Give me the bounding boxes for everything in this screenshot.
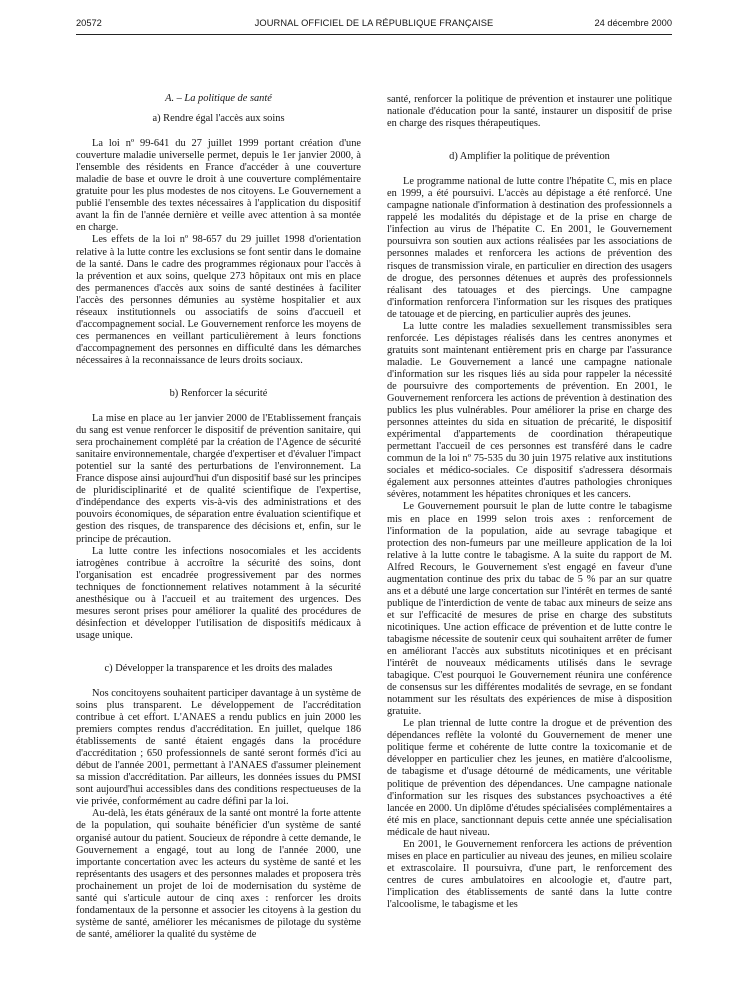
- paragraph-d2: La lutte contre les maladies sexuellement transmissibles sera renforcée. Les dépistages réalisés dans les centres anonymes et gratuits sont maintenant entièrement pris en charge par l'assurance maladie. Le Gouvernement a lancé une campagne nationale d'information sur les risques liés au sida pour rappeler la nécessité de poursuivre des comportements de prévention. En 2001, le Gouvernement renforcera les actions de prévention à destination des publics les plus vulnérables. Pour améliorer la prise en charge des personnes atteintes du sida en situation de précarité, le dispositif expérimental d'appartements de coordination thérapeutique permettant l'accueil de ces personnes est transféré dans le cadre commun de la loi nº 75-535 du 30 juin 1975 relative aux institutions sociales et médico-sociales. Ce dispositif s'adressera désormais également aux personnes atteintes d'autres pathologies chroniques sévères, notamment les hépatites chroniques et les cancers.: [387, 320, 672, 501]
- paragraph-b2: La lutte contre les infections nosocomiales et les accidents iatrogènes contribue à accroître la sécurité des soins, dont l'organisation est encadrée progressivement par des normes techniques de fonctionnement relatives notamment à la sécurité anesthésique ou à l'accueil et au traitement des urgences. Des mesures seront prises pour améliorer la qualité des procédures de désinfection et développer l'utilisation de dispositifs médicaux à usage unique.: [76, 545, 361, 641]
- heading-a: a) Rendre égal l'accès aux soins: [152, 113, 285, 125]
- paragraph-a2: Les effets de la loi nº 98-657 du 29 juillet 1998 d'orientation relative à la lutte contre les exclusions se font sentir dans le domaine de la santé. Dans le cadre des programmes régionaux pour l'accès à la prévention et aux soins, quelque 273 hôpitaux ont mis en place des permanences d'accès aux soins de santé destinées à faciliter l'accès des personnes démunies au système hospitalier et aux réseaux institutionnels ou associatifs de soins d'accueil et d'accompagnement social. Le Gouvernement renforce les moyens de ces permanences en veillant particulièrement à leurs fonctions d'accompagnement des personnes en difficulté dans les démarches nécessaires à la reconnaissance de leurs droits sociaux.: [76, 234, 361, 366]
- issue-date: 24 décembre 2000: [594, 18, 672, 28]
- page-header: [76, 18, 672, 32]
- paragraph-b1: La mise en place au 1er janvier 2000 de l'Etablissement français du sang est venue renforcer le dispositif de prévention sanitaire, qui sera prochainement complété par la création de l'Agence de sécurité sanitaire environnementale, chargée d'expertiser et d'évaluer l'impact potentiel sur la santé des perturbations de l'environnement. La France dispose ainsi aujourd'hui d'un dispositif basé sur les principes de pluridisciplinarité et de qualité scientifique de l'expertise, d'indépendance des experts vis-à-vis des administrations et des pouvoirs économiques, de séparation entre évaluation scientifique et gestion des risques, de transparence des décisions et, enfin, sur le principe de précaution.: [76, 413, 361, 545]
- paragraph-d4: Le plan triennal de lutte contre la drogue et de prévention des dépendances reflète la volonté du Gouvernement de mener une politique ferme et cohérente de lutte contre la toxicomanie et de développer en particulier chez les jeunes, en matière d'alcoolisme, de tabagisme et d'usage détourné de médicaments, une véritable politique de prévention des dépendances. Une campagne nationale d'information sur les risques des substances psychoactives a été lancée en 2000. Un diplôme d'études spécialisées complémentaires a été mis en place, sanctionnant depuis cette année une spécialisation médicale de haut niveau.: [387, 718, 672, 838]
- heading-d: d) Amplifier la politique de prévention: [449, 151, 610, 163]
- left-column: [76, 93, 361, 941]
- paragraph-d5: En 2001, le Gouvernement renforcera les actions de prévention mises en place en particulier au niveau des jeunes, en milieu scolaire et extrascolaire. Il poursuivra, d'une part, le renforcement des centres de cures ambulatoires en alcoologie et, d'autre part, l'implication des établissements de santé dans la lutte contre l'alcoolisme, le tabagisme et les: [387, 838, 672, 910]
- paragraph-c1: Nos concitoyens souhaitent participer davantage à un système de soins plus transparent. Le développement de l'accréditation contribue à cet effort. L'ANAES a rendu publics en juin 2000 les premiers comptes rendus d'accréditation. En juillet, quelque 186 établissements de santé étaient engagés dans la procédure d'accréditation ; 650 professionnels de santé seront formés d'ici au début de l'année 2001, permettant à l'ANAES d'assumer pleinement sa mission d'accréditation. Par ailleurs, les données issues du PMSI sont aujourd'hui accessibles dans des conditions respectueuses de la vie privée, conformément au cadre défini par la loi.: [76, 687, 361, 808]
- right-column: [387, 94, 672, 911]
- paragraph-c2: Au-delà, les états généraux de la santé ont montré la forte attente de la population, qui souhaite bénéficier d'un système de santé organisé autour du patient. Soucieux de répondre à cette demande, le Gouvernement a engagé, tout au long de l'année 2000, une importante concertation avec les acteurs du système de santé et les représentants des usagers et des personnes malades et proposera très prochainement un projet de loi de modernisation du système de santé qui s'articule autour de cinq axes : renforcer les droits fondamentaux de la personne et associer les citoyens à la gestion du système de santé, améliorer les mécanismes de pilotage du système de santé, améliorer la qualité du système de: [76, 808, 361, 940]
- paragraph-continued: santé, renforcer la politique de prévention et instaurer une politique nationale d'éducation pour la santé, instaurer un dispositif de prise en charge des risques thérapeutiques.: [387, 94, 672, 130]
- header-rule: [76, 34, 672, 35]
- heading-b: b) Renforcer la sécurité: [169, 387, 268, 399]
- section-heading: A. – La politique de santé: [165, 93, 272, 104]
- page-number: 20572: [76, 18, 102, 28]
- heading-c: c) Développer la transparence et les droits des malades: [104, 662, 333, 674]
- paragraph-a1: La loi nº 99-641 du 27 juillet 1999 portant création d'une couverture maladie universelle permet, depuis le 1er janvier 2000, à l'ensemble des résidents en France d'accéder à une couverture maladie de base et ouvre le droit à une couverture complémentaire gratuite pour les plus modestes de nos citoyens. Le Gouvernement a publié l'ensemble des textes nécessaires à l'application du dispositif avant la fin de l'année dernière et veille avec attention à sa montée en charge.: [76, 138, 361, 234]
- paragraph-d3: Le Gouvernement poursuit le plan de lutte contre le tabagisme mis en place en 1999 selon trois axes : renforcement de l'information de la population, aide au sevrage tabagique et protection des non-fumeurs par une meilleure application de la loi relative à la lutte contre le tabagisme. A la suite du rapport de M. Alfred Recours, le Gouvernement s'est engagé en faveur d'une augmentation continue des prix du tabac de 5 % par an sur quatre ans et a débuté une large concertation sur l'intérêt en termes de santé publique de l'interdiction de vente de tabac aux mineurs de seize ans et sur l'efficacité de mesures de prise en charge des substituts nicotiniques. Une action efficace de prévention et de lutte contre le tabagisme nécessite de soutenir ceux qui souhaitent arrêter de fumer en améliorant l'accès aux substituts nicotiniques et en précisant l'intérêt de nouveaux médicaments utilisés dans le sevrage tabagique. C'est pourquoi le Gouvernement réunira une conférence de consensus sur les différentes modalités de sevrage, en se fondant notamment sur les résultats des expériences de mise à disposition gratuite.: [387, 501, 672, 718]
- journal-title: JOURNAL OFFICIEL DE LA RÉPUBLIQUE FRANÇAISE: [254, 18, 494, 28]
- paragraph-d1: Le programme national de lutte contre l'hépatite C, mis en place en 1999, a été poursuivi. L'accès au dépistage a été renforcé. Une campagne nationale d'information à destination des professionnels a rappelé les modalités du dépistage et de la prise en charge de l'infection au virus de l'hépatite C. En 2001, le Gouvernement poursuivra son soutien aux actions réalisées par les associations de personnes malades et renforcera les actions de prévention des risques de transmission virale, en particulier en direction des usagers de drogue, des personnes détenues et auprès des professionnels réalisant des tatouages et des piercings. Une campagne d'information renforcera l'information sur les risques des pratiques de tatouage et de piercing, en particulier auprès des jeunes.: [387, 176, 672, 320]
